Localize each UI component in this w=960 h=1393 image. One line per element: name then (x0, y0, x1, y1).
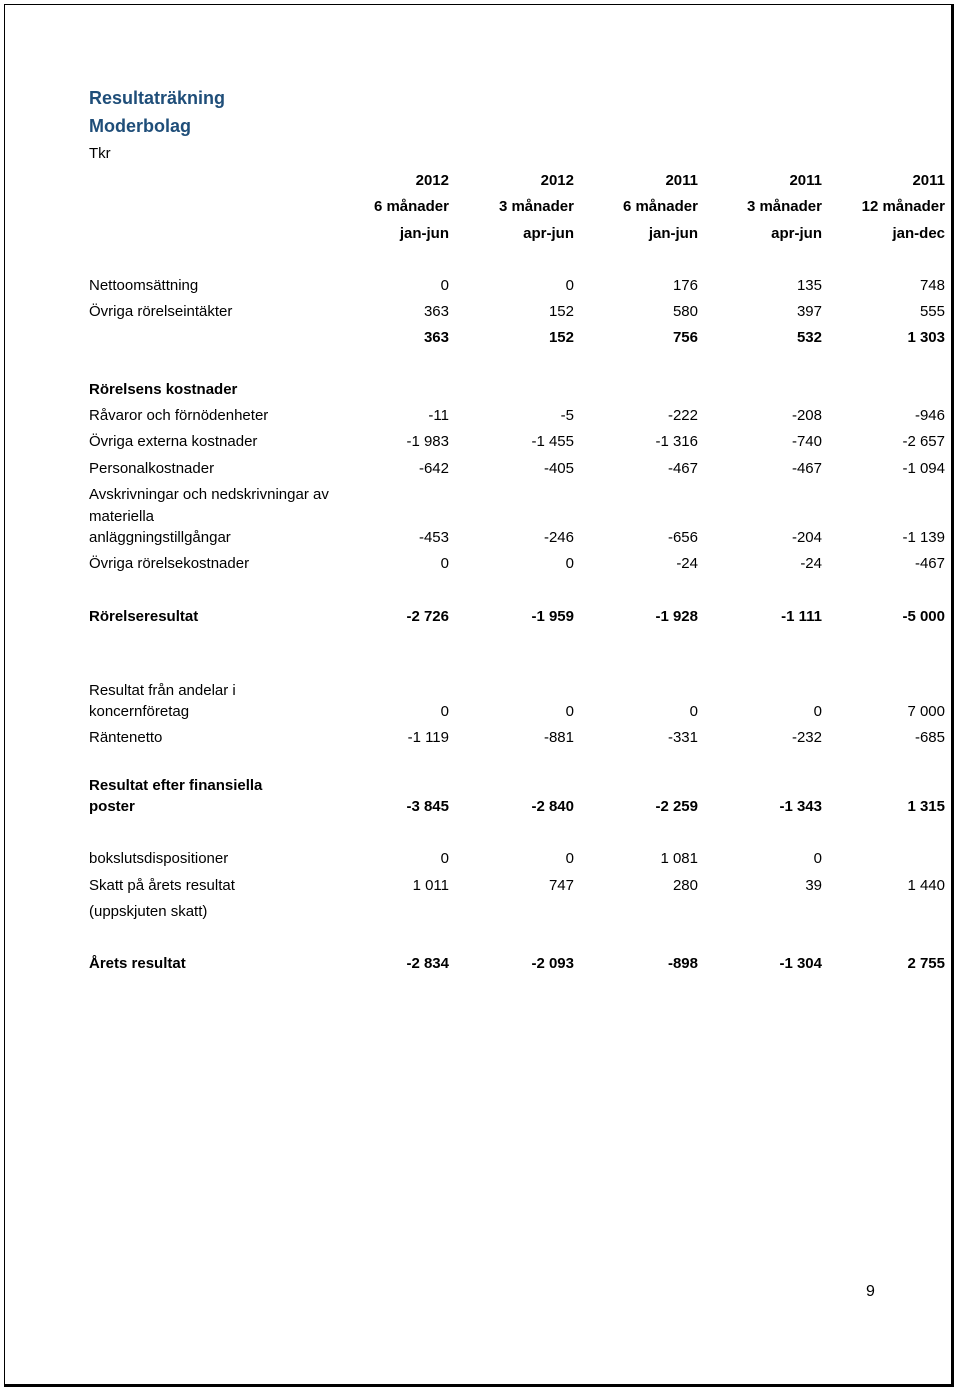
cell: 0 (565, 850, 574, 867)
row-label: (uppskjuten skatt) (89, 903, 208, 920)
table-row (0, 702, 960, 722)
cell: -204 (791, 529, 822, 546)
cell: -881 (543, 729, 574, 746)
header-period-row (0, 197, 960, 217)
row-label: Övriga externa kostnader (89, 433, 258, 450)
row-label: Övriga rörelseintäkter (89, 303, 233, 320)
table-row-total (0, 797, 960, 817)
cell: 0 (440, 850, 449, 867)
report-title: Resultaträkning (89, 88, 226, 108)
cell: -1 983 (406, 433, 449, 450)
row-label-line: Resultat från andelar i (89, 682, 236, 699)
cell: 39 (805, 877, 822, 894)
row-label-multiline (89, 680, 236, 702)
cell: -1 928 (655, 608, 698, 625)
cell: -642 (418, 460, 449, 477)
row-label-line: materiella (89, 508, 155, 525)
row-label: anläggningstillgångar (89, 529, 231, 546)
cell: 1 303 (907, 329, 945, 346)
cell: -3 845 (406, 798, 449, 815)
cell: -232 (791, 729, 822, 746)
cell: 1 081 (660, 850, 698, 867)
row-label: bokslutsdispositioner (89, 850, 229, 867)
cell: -405 (543, 460, 574, 477)
cell: 152 (548, 329, 574, 346)
table-row-subtotal (0, 328, 960, 348)
cell: -331 (667, 729, 698, 746)
cell: -467 (914, 555, 945, 572)
cell: -685 (914, 729, 945, 746)
cell: -1 304 (779, 955, 822, 972)
unit-label: Tkr (89, 145, 111, 162)
cell: -208 (791, 407, 822, 424)
row-label-line: Avskrivningar och nedskrivningar av (89, 486, 329, 503)
row-label: poster (89, 798, 135, 815)
cell: 0 (565, 277, 574, 294)
cell: 0 (440, 555, 449, 572)
header-period: 12 månader (861, 198, 945, 215)
cell: 0 (813, 850, 822, 867)
cell: 555 (919, 303, 945, 320)
cell: 2 755 (907, 955, 945, 972)
cell: -946 (914, 407, 945, 424)
row-label: Räntenetto (89, 729, 163, 746)
table-row (0, 849, 960, 869)
cell: 0 (689, 703, 698, 720)
cell: 135 (796, 277, 822, 294)
report-subtitle: Moderbolag (89, 116, 191, 136)
page-number: 9 (866, 1283, 875, 1300)
row-label-line: Resultat efter finansiella (89, 777, 263, 794)
cell: -222 (667, 407, 698, 424)
header-range: jan-dec (892, 225, 945, 242)
row-label: Årets resultat (89, 955, 186, 972)
cell: -656 (667, 529, 698, 546)
row-label-multiline (89, 484, 329, 528)
cell: -453 (418, 529, 449, 546)
cell: -740 (791, 433, 822, 450)
cell: -1 455 (531, 433, 574, 450)
table-row-total (0, 954, 960, 974)
cell: 280 (672, 877, 698, 894)
cell: -5 000 (902, 608, 945, 625)
cell: 748 (919, 277, 945, 294)
cell: -2 093 (531, 955, 574, 972)
cell: -1 316 (655, 433, 698, 450)
header-year: 2011 (665, 172, 698, 189)
cell: 580 (672, 303, 698, 320)
header-year: 2012 (540, 172, 574, 189)
table-row-total (0, 607, 960, 627)
header-year-row (0, 171, 960, 191)
cell: 176 (672, 277, 698, 294)
cell: -5 (560, 407, 574, 424)
header-period: 6 månader (373, 198, 449, 215)
cell: 0 (440, 703, 449, 720)
cell: -1 139 (902, 529, 945, 546)
cell: 1 011 (412, 877, 449, 894)
cell: 152 (548, 303, 574, 320)
cell: 1 440 (907, 877, 945, 894)
header-range: apr-jun (523, 225, 574, 242)
cell: 0 (565, 555, 574, 572)
cell: 397 (796, 303, 822, 320)
cell: 0 (440, 277, 449, 294)
header-year: 2011 (789, 172, 822, 189)
cell: -898 (667, 955, 698, 972)
section-label: Rörelsens kostnader (89, 381, 238, 398)
cell: 747 (548, 877, 574, 894)
cell: -2 834 (406, 955, 449, 972)
header-range-row (0, 224, 960, 244)
header-range: jan-jun (648, 225, 698, 242)
row-label: Nettoomsättning (89, 277, 199, 294)
table-row (0, 406, 960, 426)
cell: -2 840 (531, 798, 574, 815)
table-row (0, 554, 960, 574)
header-range: apr-jun (771, 225, 822, 242)
table-row (0, 728, 960, 748)
cell: -246 (543, 529, 574, 546)
cell: -1 111 (781, 608, 822, 625)
header-period: 3 månader (746, 198, 822, 215)
cell: 363 (423, 303, 449, 320)
table-row (0, 528, 960, 548)
table-row (0, 276, 960, 296)
row-label: Råvaror och förnödenheter (89, 407, 269, 424)
cell: 756 (672, 329, 698, 346)
cell: -1 343 (779, 798, 822, 815)
cell: 532 (796, 329, 822, 346)
cell: 0 (565, 703, 574, 720)
cell: -2 726 (406, 608, 449, 625)
cell: -467 (791, 460, 822, 477)
cell: -1 094 (902, 460, 945, 477)
table-row (0, 876, 960, 896)
header-range: jan-jun (399, 225, 449, 242)
cell: 1 315 (907, 798, 945, 815)
table-row (0, 902, 960, 922)
row-label: Personalkostnader (89, 460, 215, 477)
cell: -1 119 (407, 729, 449, 746)
cell: 363 (423, 329, 449, 346)
row-label: Övriga rörelsekostnader (89, 555, 250, 572)
row-label-multiline (89, 775, 262, 797)
table-row (0, 432, 960, 452)
table-row (0, 302, 960, 322)
row-label: Rörelseresultat (89, 608, 199, 625)
cell: -24 (800, 555, 822, 572)
row-label: koncernföretag (89, 703, 190, 720)
cell: -467 (667, 460, 698, 477)
header-period: 6 månader (622, 198, 698, 215)
section-heading (0, 380, 960, 400)
cell: 7 000 (907, 703, 945, 720)
header-year: 2011 (912, 172, 945, 189)
header-period: 3 månader (498, 198, 574, 215)
cell: 0 (813, 703, 822, 720)
cell: -24 (676, 555, 698, 572)
cell: -2 259 (655, 798, 698, 815)
cell: -2 657 (902, 433, 945, 450)
header-year: 2012 (415, 172, 449, 189)
row-label: Skatt på årets resultat (89, 877, 235, 894)
cell: -11 (428, 407, 449, 424)
table-row (0, 459, 960, 479)
cell: -1 959 (531, 608, 574, 625)
